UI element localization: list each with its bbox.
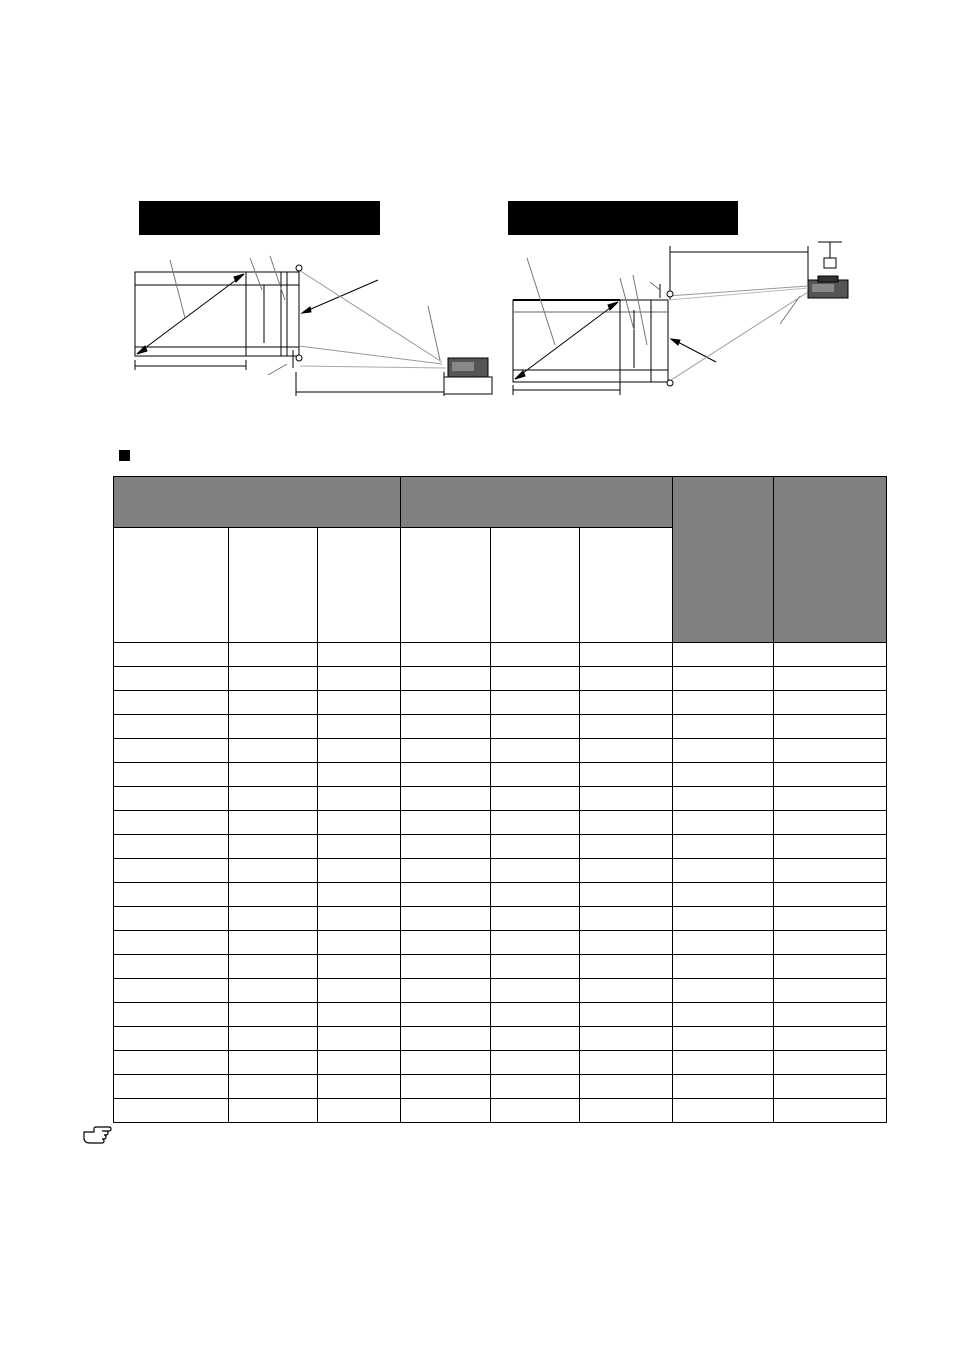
table-cell	[580, 1099, 673, 1123]
table-cell	[673, 715, 774, 739]
table-cell	[229, 1051, 318, 1075]
table-cell	[774, 691, 887, 715]
table-cell	[229, 763, 318, 787]
table-cell	[774, 979, 887, 1003]
table-cell	[580, 667, 673, 691]
table-cell	[580, 787, 673, 811]
table-cell	[580, 1027, 673, 1051]
table-cell	[774, 1003, 887, 1027]
table-cell	[673, 907, 774, 931]
table-cell	[229, 739, 318, 763]
table-row	[114, 715, 887, 739]
square-bullet-icon	[119, 450, 130, 461]
table-cell	[318, 643, 401, 667]
table-cell	[580, 739, 673, 763]
screen-size-group-header	[114, 477, 401, 528]
table-row	[114, 691, 887, 715]
table-cell	[774, 835, 887, 859]
table-cell	[401, 811, 491, 835]
table-cell	[673, 1003, 774, 1027]
table-cell	[318, 835, 401, 859]
table-row	[114, 811, 887, 835]
table-cell	[774, 931, 887, 955]
table-cell	[229, 667, 318, 691]
table-row	[114, 1051, 887, 1075]
floor-projector-table	[444, 377, 492, 394]
table-cell	[318, 811, 401, 835]
table-cell	[114, 979, 229, 1003]
table-cell	[580, 955, 673, 979]
table-cell	[318, 1099, 401, 1123]
table-row	[114, 787, 887, 811]
table-cell	[673, 787, 774, 811]
table-cell	[491, 787, 580, 811]
offset-header	[774, 477, 887, 643]
table-cell	[673, 1099, 774, 1123]
table-cell	[491, 835, 580, 859]
table-cell	[491, 739, 580, 763]
table-row	[114, 835, 887, 859]
table-cell	[401, 1003, 491, 1027]
table-row	[114, 763, 887, 787]
table-cell	[401, 787, 491, 811]
table-cell	[229, 859, 318, 883]
table-row	[114, 955, 887, 979]
table-cell	[229, 1099, 318, 1123]
table-cell	[673, 859, 774, 883]
table-cell	[491, 643, 580, 667]
table-cell	[491, 763, 580, 787]
sub-header-average	[491, 528, 580, 643]
table-cell	[491, 1003, 580, 1027]
table-cell	[580, 859, 673, 883]
table-row	[114, 883, 887, 907]
table-cell	[580, 715, 673, 739]
table-cell	[491, 979, 580, 1003]
table-cell	[673, 979, 774, 1003]
table-cell	[774, 811, 887, 835]
table-cell	[114, 835, 229, 859]
table-cell	[774, 955, 887, 979]
table-cell	[229, 1003, 318, 1027]
table-cell	[580, 931, 673, 955]
table-cell	[491, 811, 580, 835]
table-cell	[491, 667, 580, 691]
table-cell	[114, 691, 229, 715]
table-cell	[491, 1027, 580, 1051]
table-cell	[318, 1027, 401, 1051]
table-cell	[580, 979, 673, 1003]
table-cell	[401, 763, 491, 787]
table-cell	[673, 1075, 774, 1099]
table-cell	[114, 907, 229, 931]
table-cell	[673, 883, 774, 907]
table-cell	[491, 883, 580, 907]
projection-spec-table	[113, 476, 887, 1123]
table-row	[114, 667, 887, 691]
table-cell	[401, 859, 491, 883]
table-cell	[491, 907, 580, 931]
table-cell	[318, 1051, 401, 1075]
table-cell	[229, 883, 318, 907]
table-cell	[114, 1003, 229, 1027]
table-cell	[673, 667, 774, 691]
table-cell	[580, 811, 673, 835]
sub-header-max-distance	[580, 528, 673, 643]
table-cell	[318, 739, 401, 763]
table-cell	[774, 859, 887, 883]
table-cell	[318, 859, 401, 883]
table-cell	[673, 1051, 774, 1075]
table-cell	[673, 763, 774, 787]
sub-header-diagonal	[114, 528, 229, 643]
table-cell	[673, 739, 774, 763]
table-row	[114, 979, 887, 1003]
table-cell	[114, 643, 229, 667]
table-cell	[774, 1099, 887, 1123]
table-cell	[114, 859, 229, 883]
table-cell	[229, 1027, 318, 1051]
table-row	[114, 643, 887, 667]
table-cell	[673, 955, 774, 979]
table-cell	[318, 763, 401, 787]
table-cell	[318, 787, 401, 811]
table-cell	[318, 955, 401, 979]
table-cell	[673, 931, 774, 955]
table-cell	[318, 979, 401, 1003]
table-cell	[491, 691, 580, 715]
ceiling-diagonal-line	[515, 302, 618, 379]
table-cell	[401, 931, 491, 955]
table-cell	[114, 763, 229, 787]
table-cell	[229, 835, 318, 859]
table-cell	[318, 931, 401, 955]
table-row	[114, 931, 887, 955]
table-row	[114, 1099, 887, 1123]
table-row	[114, 1075, 887, 1099]
table-cell	[774, 763, 887, 787]
table-cell	[114, 787, 229, 811]
table-cell	[114, 955, 229, 979]
table-cell	[318, 1003, 401, 1027]
projection-dimension-diagram	[0, 0, 954, 420]
floor-projection-diagram	[135, 256, 492, 396]
table-cell	[401, 739, 491, 763]
table-cell	[774, 1027, 887, 1051]
table-cell	[401, 1051, 491, 1075]
table-cell	[114, 715, 229, 739]
table-cell	[673, 1027, 774, 1051]
table-cell	[229, 715, 318, 739]
table-cell	[318, 667, 401, 691]
pointing-hand-note-icon	[82, 1126, 112, 1144]
table-cell	[401, 643, 491, 667]
table-cell	[774, 643, 887, 667]
table-cell	[491, 715, 580, 739]
table-cell	[401, 715, 491, 739]
table-cell	[229, 931, 318, 955]
table-cell	[114, 1051, 229, 1075]
table-cell	[491, 931, 580, 955]
table-cell	[318, 907, 401, 931]
table-cell	[580, 1075, 673, 1099]
table-cell	[580, 883, 673, 907]
table-row	[114, 907, 887, 931]
table-cell	[580, 643, 673, 667]
table-cell	[114, 1099, 229, 1123]
table-cell	[491, 859, 580, 883]
table-cell	[229, 643, 318, 667]
table-cell	[229, 907, 318, 931]
table-cell	[774, 739, 887, 763]
table-cell	[673, 691, 774, 715]
table-cell	[401, 835, 491, 859]
table-cell	[114, 931, 229, 955]
table-cell	[491, 1051, 580, 1075]
table-cell	[774, 1075, 887, 1099]
lowest-highest-header	[673, 477, 774, 643]
table-cell	[229, 787, 318, 811]
table-cell	[673, 643, 774, 667]
table-cell	[774, 1051, 887, 1075]
table-cell	[401, 1075, 491, 1099]
table-cell	[401, 955, 491, 979]
table-cell	[401, 907, 491, 931]
table-cell	[318, 883, 401, 907]
table-cell	[774, 907, 887, 931]
table-cell	[401, 691, 491, 715]
table-cell	[580, 1051, 673, 1075]
sub-header-width	[229, 528, 318, 643]
table-cell	[580, 835, 673, 859]
table-cell	[318, 691, 401, 715]
table-cell	[774, 883, 887, 907]
table-cell	[401, 1027, 491, 1051]
table-cell	[114, 667, 229, 691]
table-cell	[114, 739, 229, 763]
table-cell	[580, 907, 673, 931]
table-cell	[580, 691, 673, 715]
table-row	[114, 1003, 887, 1027]
table-row	[114, 859, 887, 883]
table-cell	[318, 1075, 401, 1099]
table-cell	[229, 1075, 318, 1099]
table-cell	[580, 1003, 673, 1027]
table-cell	[774, 715, 887, 739]
table-cell	[491, 1075, 580, 1099]
table-cell	[229, 691, 318, 715]
sub-header-min-distance	[401, 528, 491, 643]
table-row	[114, 1027, 887, 1051]
projection-distance-group-header	[401, 477, 673, 528]
table-cell	[401, 979, 491, 1003]
table-cell	[673, 811, 774, 835]
table-cell	[114, 811, 229, 835]
table-cell	[229, 979, 318, 1003]
table-row	[114, 739, 887, 763]
table-cell	[114, 1027, 229, 1051]
table-cell	[114, 1075, 229, 1099]
sub-header-height	[318, 528, 401, 643]
table-cell	[580, 763, 673, 787]
table-cell	[229, 811, 318, 835]
table-cell	[401, 667, 491, 691]
table-cell	[491, 955, 580, 979]
table-cell	[774, 787, 887, 811]
table-cell	[673, 835, 774, 859]
floor-diagonal-line	[137, 274, 244, 354]
table-cell	[318, 715, 401, 739]
table-cell	[491, 1099, 580, 1123]
table-cell	[774, 667, 887, 691]
ceiling-projection-diagram	[513, 242, 848, 395]
table-cell	[229, 955, 318, 979]
table-cell	[401, 1099, 491, 1123]
table-cell	[114, 883, 229, 907]
table-cell	[401, 883, 491, 907]
